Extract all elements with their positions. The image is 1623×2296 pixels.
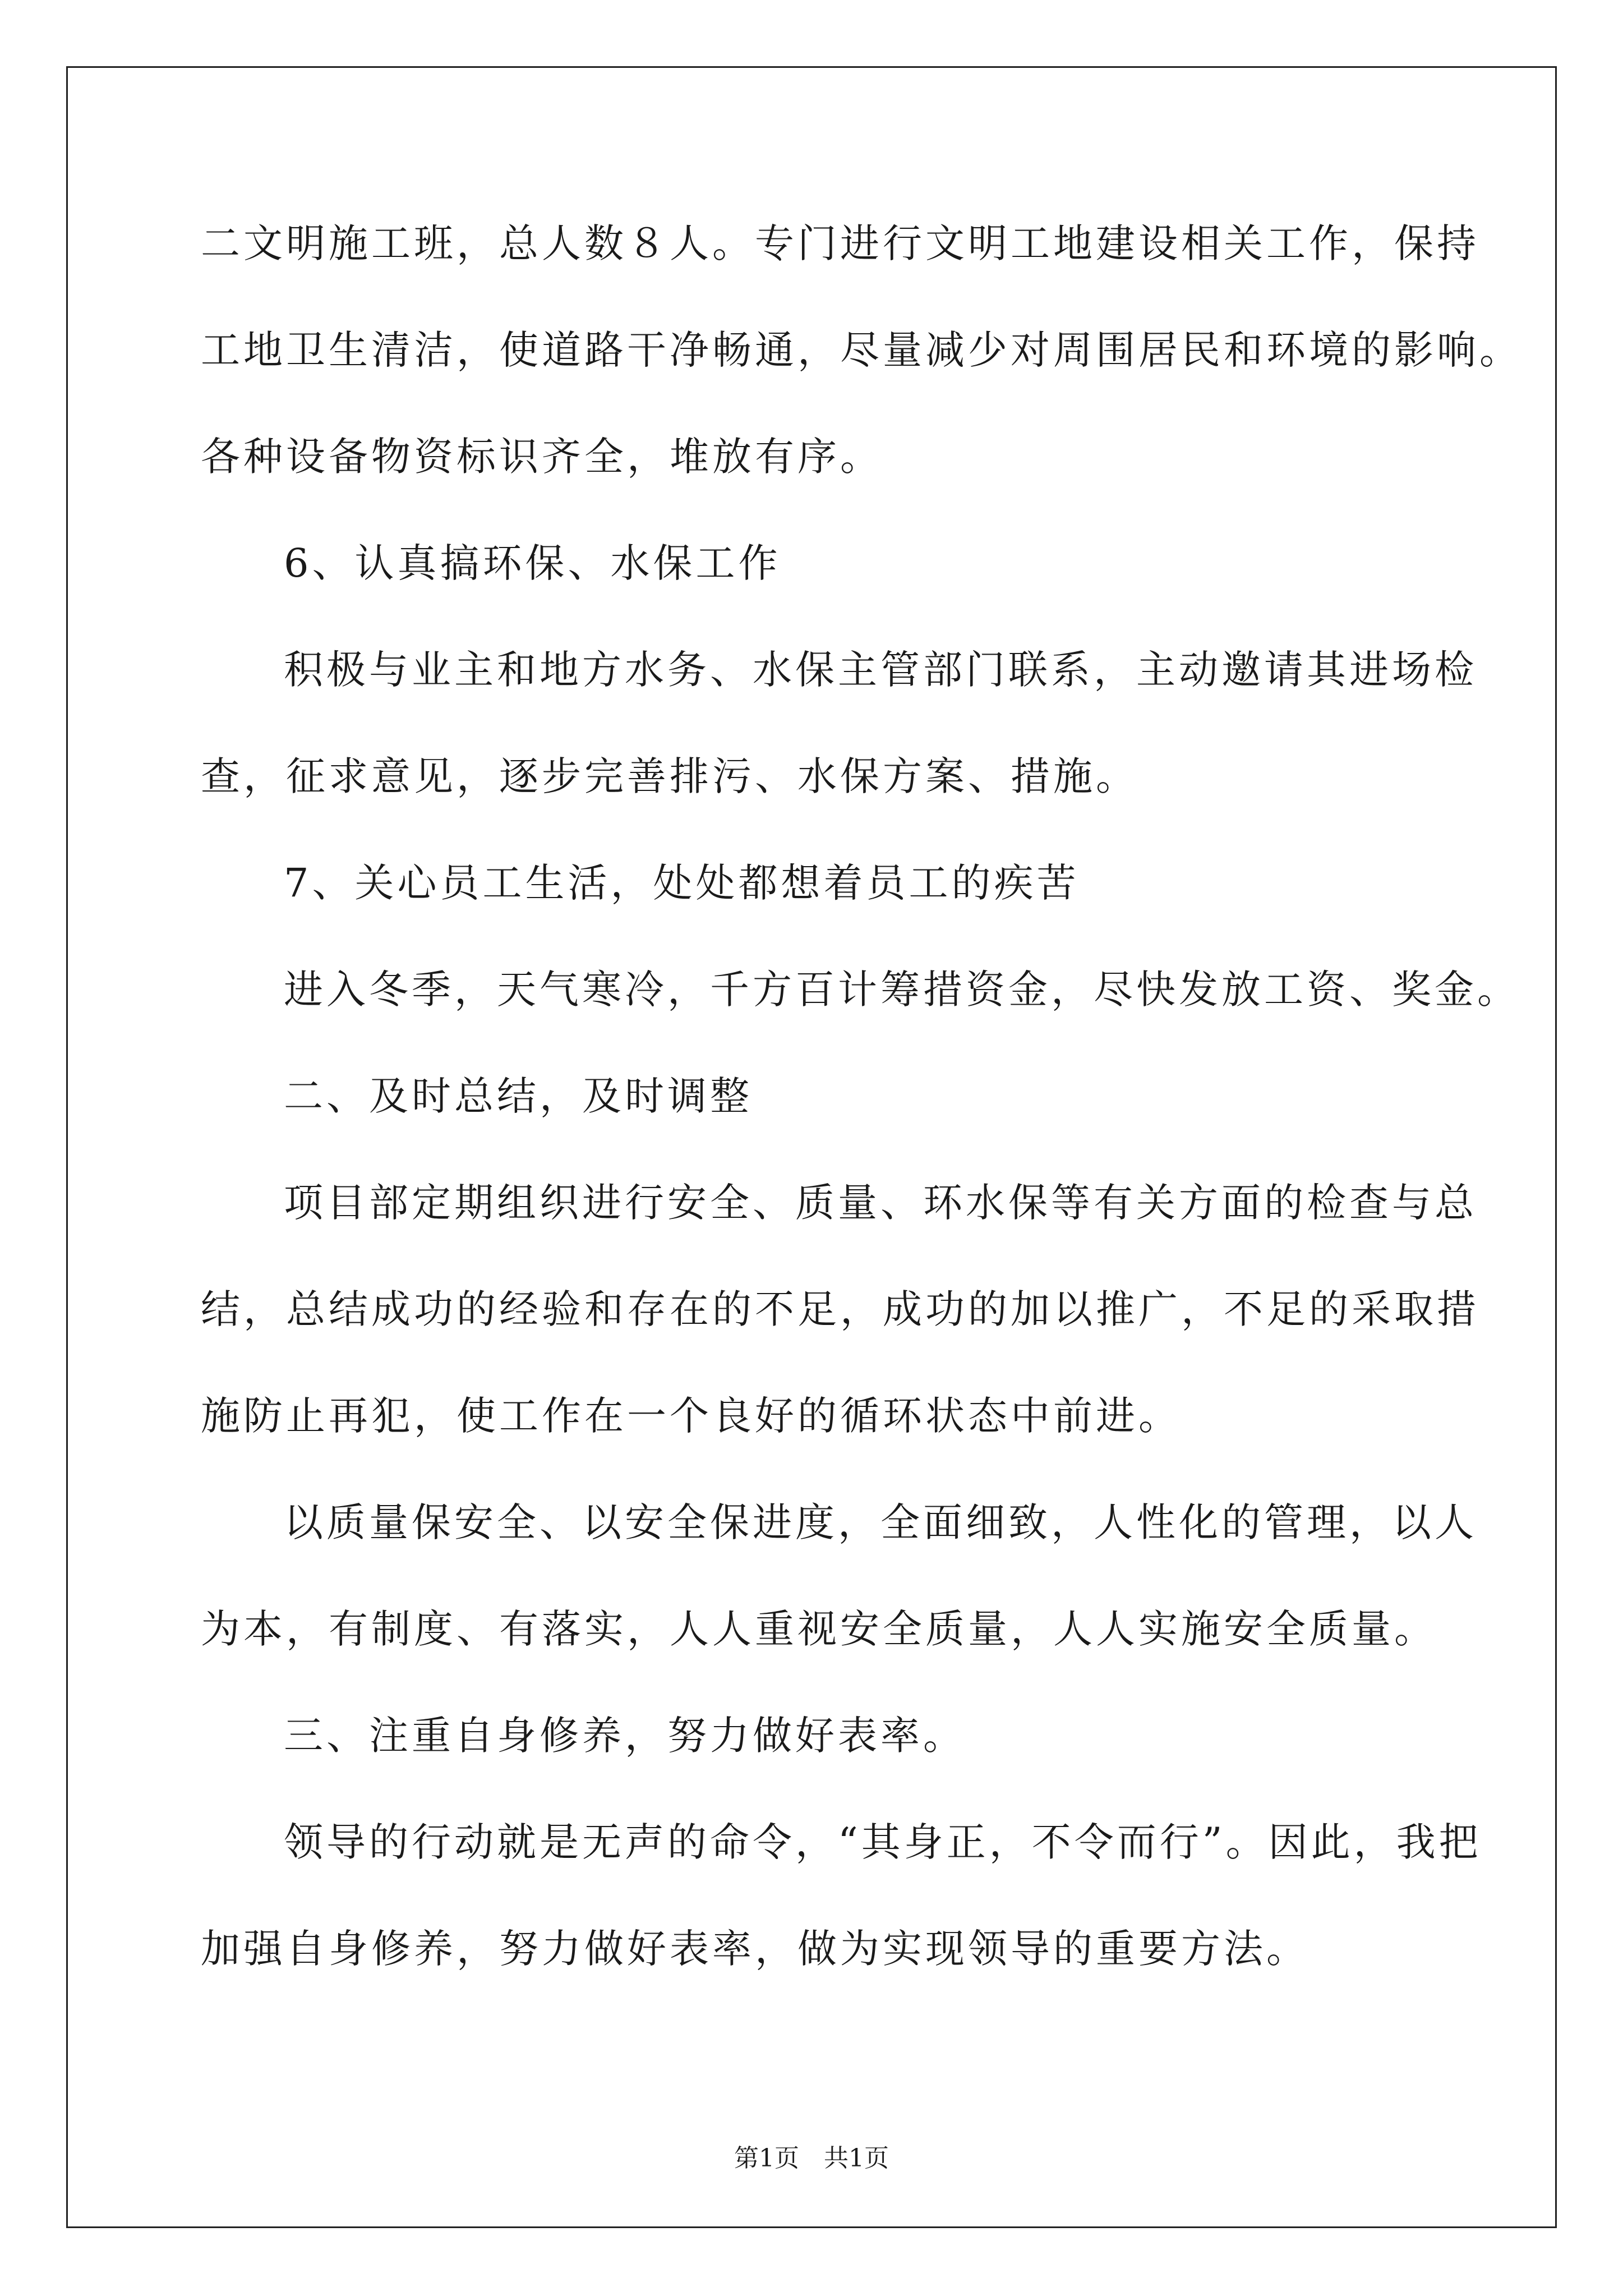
body-line: 工地卫生清洁，使道路干净畅通，尽量减少对周围居民和环境的影响。 — [201, 327, 1522, 373]
body-line: 施防止再犯，使工作在一个良好的循环状态中前进。 — [201, 1393, 1181, 1439]
section-heading: 二、及时总结，及时调整 — [284, 1073, 753, 1119]
section-heading: 三、注重自身修养，努力做好表率。 — [284, 1713, 966, 1759]
body-line: 结，总结成功的经验和存在的不足，成功的加以推广，不足的采取措 — [201, 1286, 1479, 1332]
body-line: 各种设备物资标识齐全，堆放有序。 — [201, 434, 883, 480]
body-line: 二文明施工班，总人数８人。专门进行文明工地建设相关工作，保持 — [201, 220, 1479, 266]
body-line: 以质量保安全、以安全保进度，全面细致，人性化的管理，以人 — [284, 1499, 1477, 1545]
section-heading: 7、关心员工生活，处处都想着员工的疾苦 — [284, 860, 1080, 906]
page-border — [66, 66, 1557, 2228]
body-line: 查，征求意见，逐步完善排污、水保方案、措施。 — [201, 753, 1138, 799]
body-line: 加强自身修养，努力做好表率，做为实现领导的重要方法。 — [201, 1926, 1309, 1972]
body-line: 为本，有制度、有落实，人人重视安全质量，人人实施安全质量。 — [201, 1606, 1437, 1652]
section-heading: 6、认真搞环保、水保工作 — [284, 540, 781, 586]
body-line: 领导的行动就是无声的命令，“其身正，不令而行”。因此，我把 — [284, 1819, 1482, 1865]
body-line: 积极与业主和地方水务、水保主管部门联系，主动邀请其进场检 — [284, 647, 1477, 693]
page-number-footer: 第1页 共1页 — [734, 2144, 889, 2173]
body-line: 进入冬季，天气寒冷，千方百计筹措资金，尽快发放工资、奖金。 — [284, 967, 1520, 1013]
body-line: 项目部定期组织进行安全、质量、环水保等有关方面的检查与总 — [284, 1180, 1477, 1226]
